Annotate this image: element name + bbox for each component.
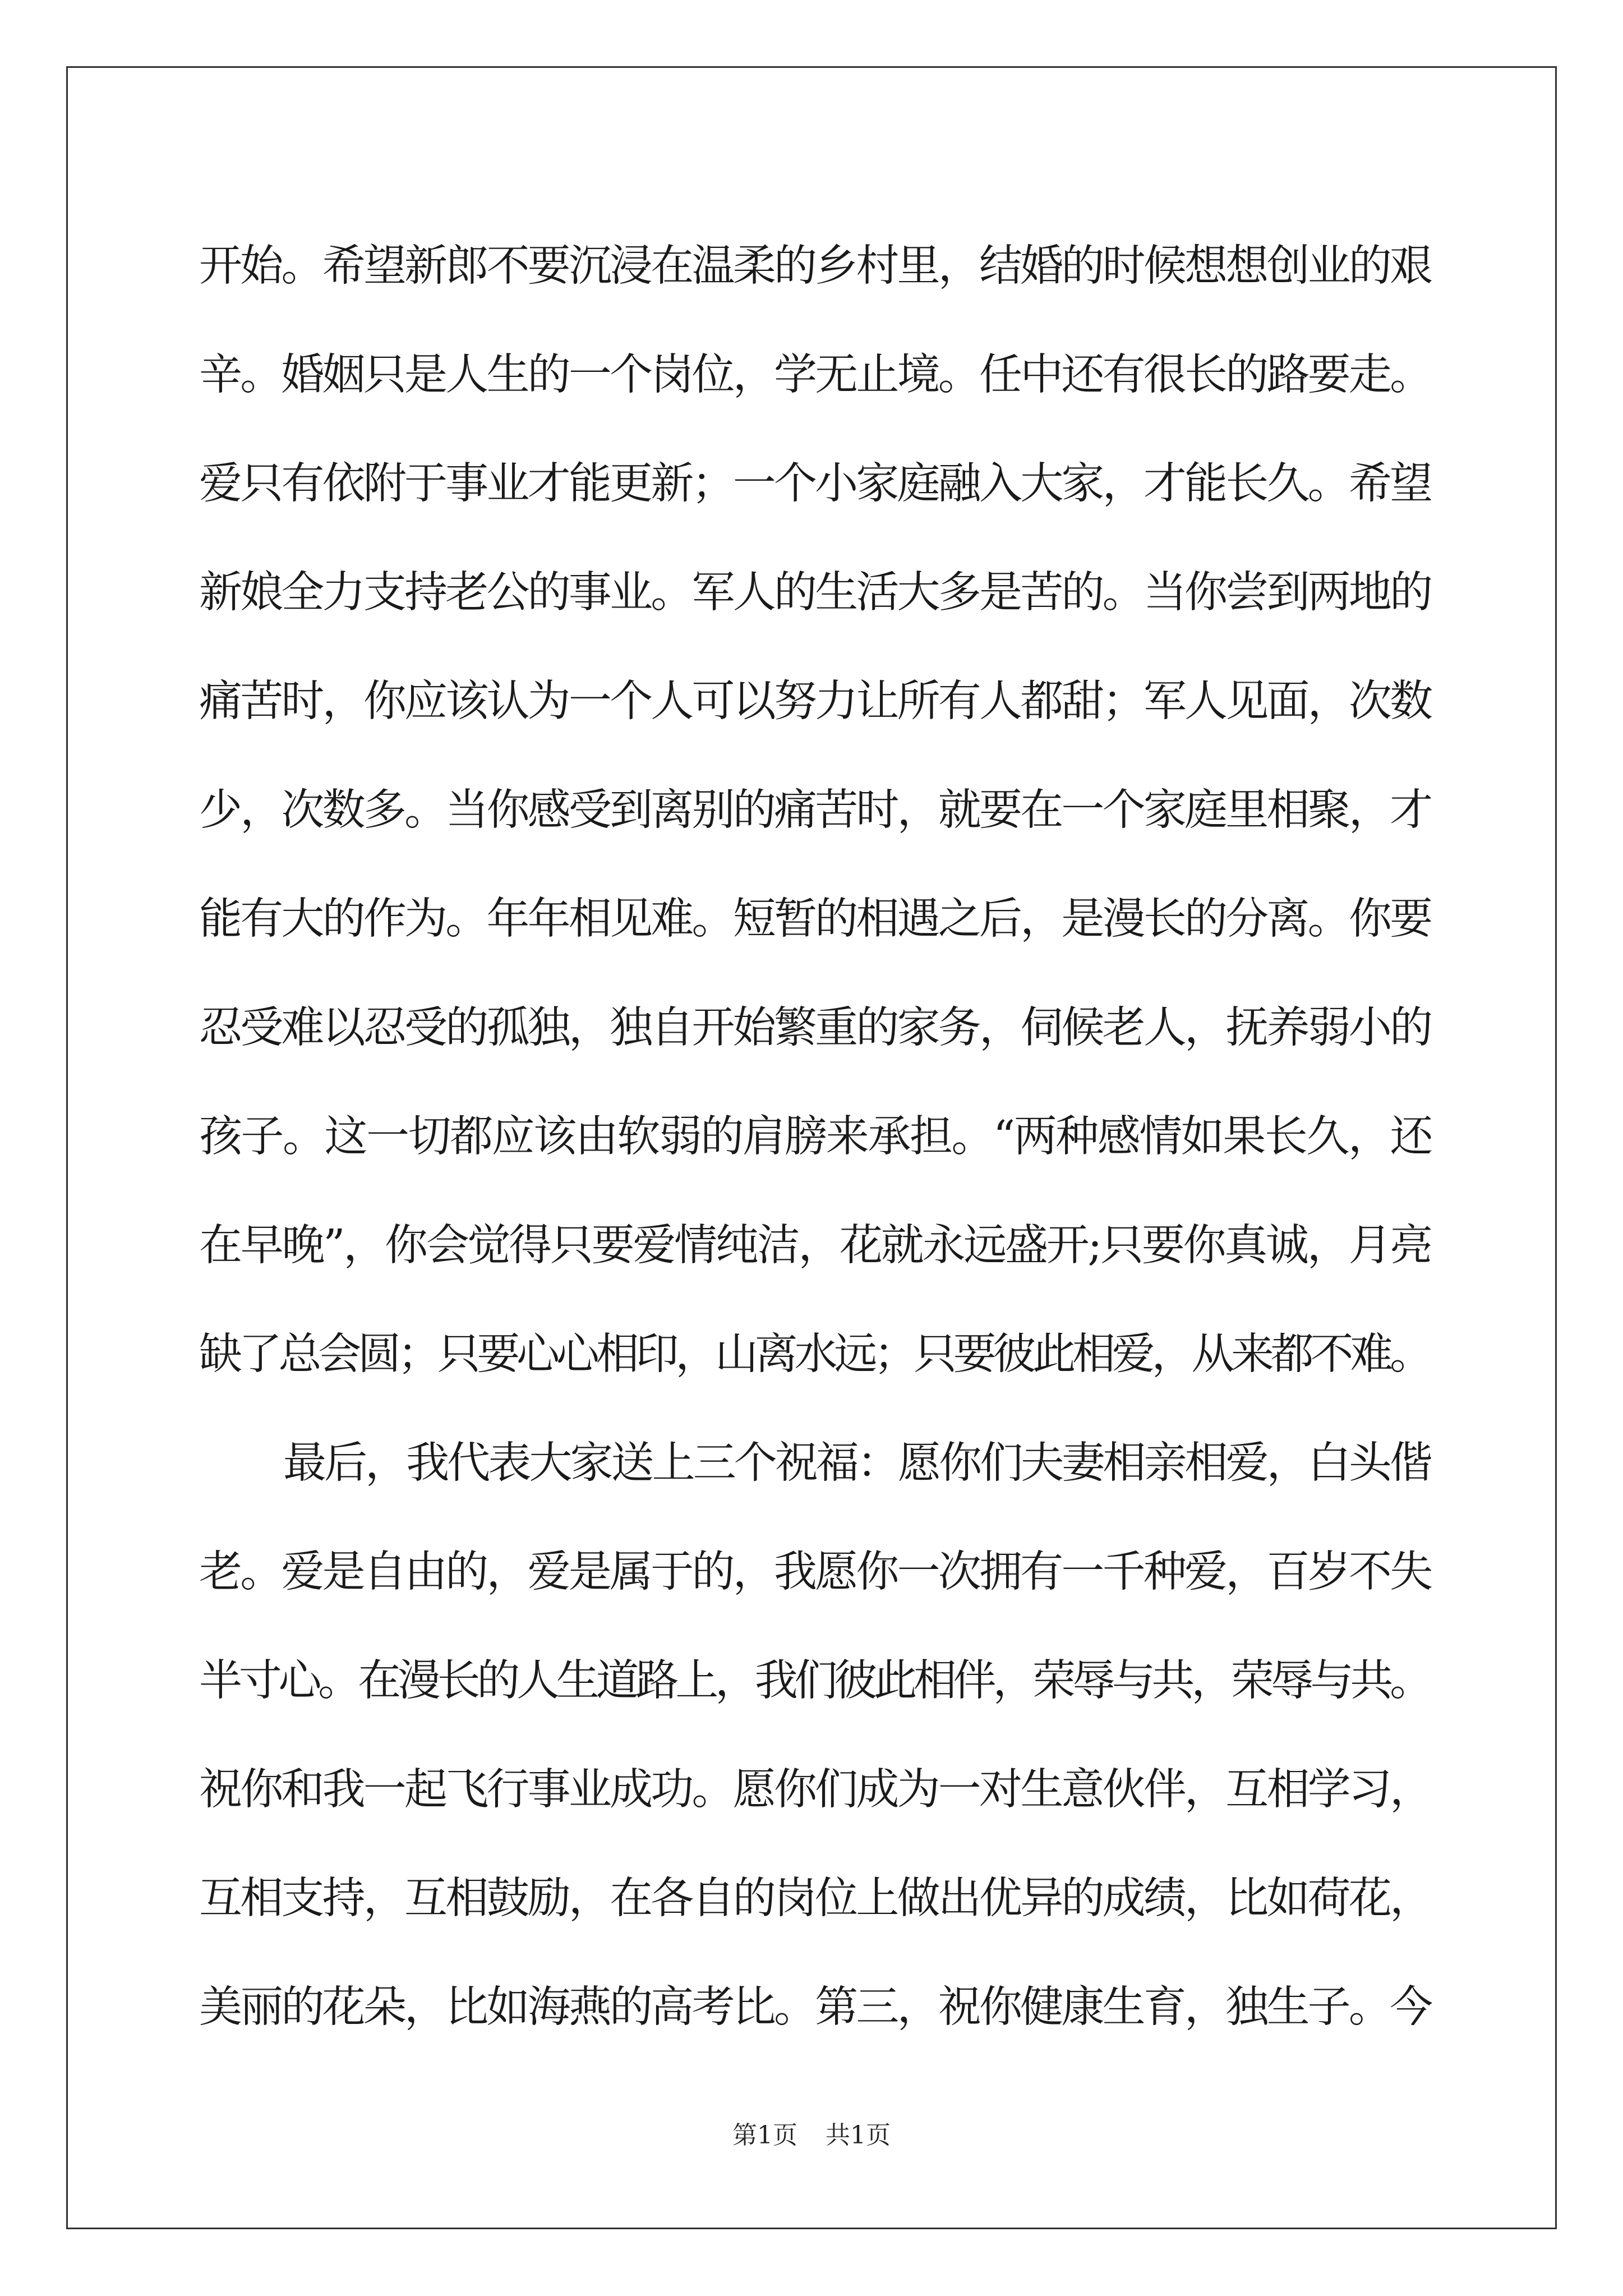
text-line: 痛苦时，你应该认为一个人可以努力让所有人都甜；军人见面，次数 <box>199 677 1431 726</box>
text-line: 开始。希望新郎不要沉浸在温柔的乡村里，结婚的时候想想创业的艰 <box>199 241 1431 291</box>
page-number-current: 第1页 <box>732 2121 797 2150</box>
document-body <box>199 212 1433 2062</box>
text-line: 老。爱是自由的，爱是属于的，我愿你一次拥有一千种爱，百岁不失 <box>199 1547 1431 1597</box>
page-footer <box>0 2115 1623 2151</box>
text-line: 爱只有依附于事业才能更新；一个小家庭融入大家，才能长久。希望 <box>199 459 1431 509</box>
text-line: 美丽的花朵，比如海燕的高考比。第三，祝你健康生育，独生子。今 <box>199 1982 1431 2032</box>
text-line: 能有大的作为。年年相见难。短暂的相遇之后，是漫长的分离。你要 <box>199 894 1431 944</box>
text-line: 忍受难以忍受的孤独，独自开始繁重的家务，伺候老人，抚养弱小的 <box>199 1003 1431 1053</box>
text-line: 祝你和我一起飞行事业成功。愿你们成为一对生意伙伴，互相学习， <box>199 1765 1431 1815</box>
text-line: 孩子。这一切都应该由软弱的肩膀来承担。“两种感情如果长久，还 <box>199 1112 1432 1162</box>
text-line: 在早晚”，你会觉得只要爱情纯洁，花就永远盛开;只要你真诚，月亮 <box>199 1221 1431 1271</box>
text-line-paragraph-start: 最后，我代表大家送上三个祝福：愿你们夫妻相亲相爱，白头偕 <box>283 1438 1431 1488</box>
text-line: 缺了总会圆；只要心心相印，山离水远；只要彼此相爱，从来都不难。 <box>199 1329 1430 1379</box>
text-line: 辛。婚姻只是人生的一个岗位，学无止境。任中还有很长的路要走。 <box>199 350 1431 400</box>
page-number-total: 共1页 <box>826 2121 891 2150</box>
text-line: 少，次数多。当你感受到离别的痛苦时，就要在一个家庭里相聚，才 <box>199 785 1431 835</box>
text-line: 新娘全力支持老公的事业。军人的生活大多是苦的。当你尝到两地的 <box>199 568 1431 618</box>
text-line: 互相支持，互相鼓励，在各自的岗位上做出优异的成绩，比如荷花， <box>199 1874 1431 1924</box>
text-line: 半寸心。在漫长的人生道路上，我们彼此相伴，荣辱与共，荣辱与共。 <box>199 1656 1430 1706</box>
